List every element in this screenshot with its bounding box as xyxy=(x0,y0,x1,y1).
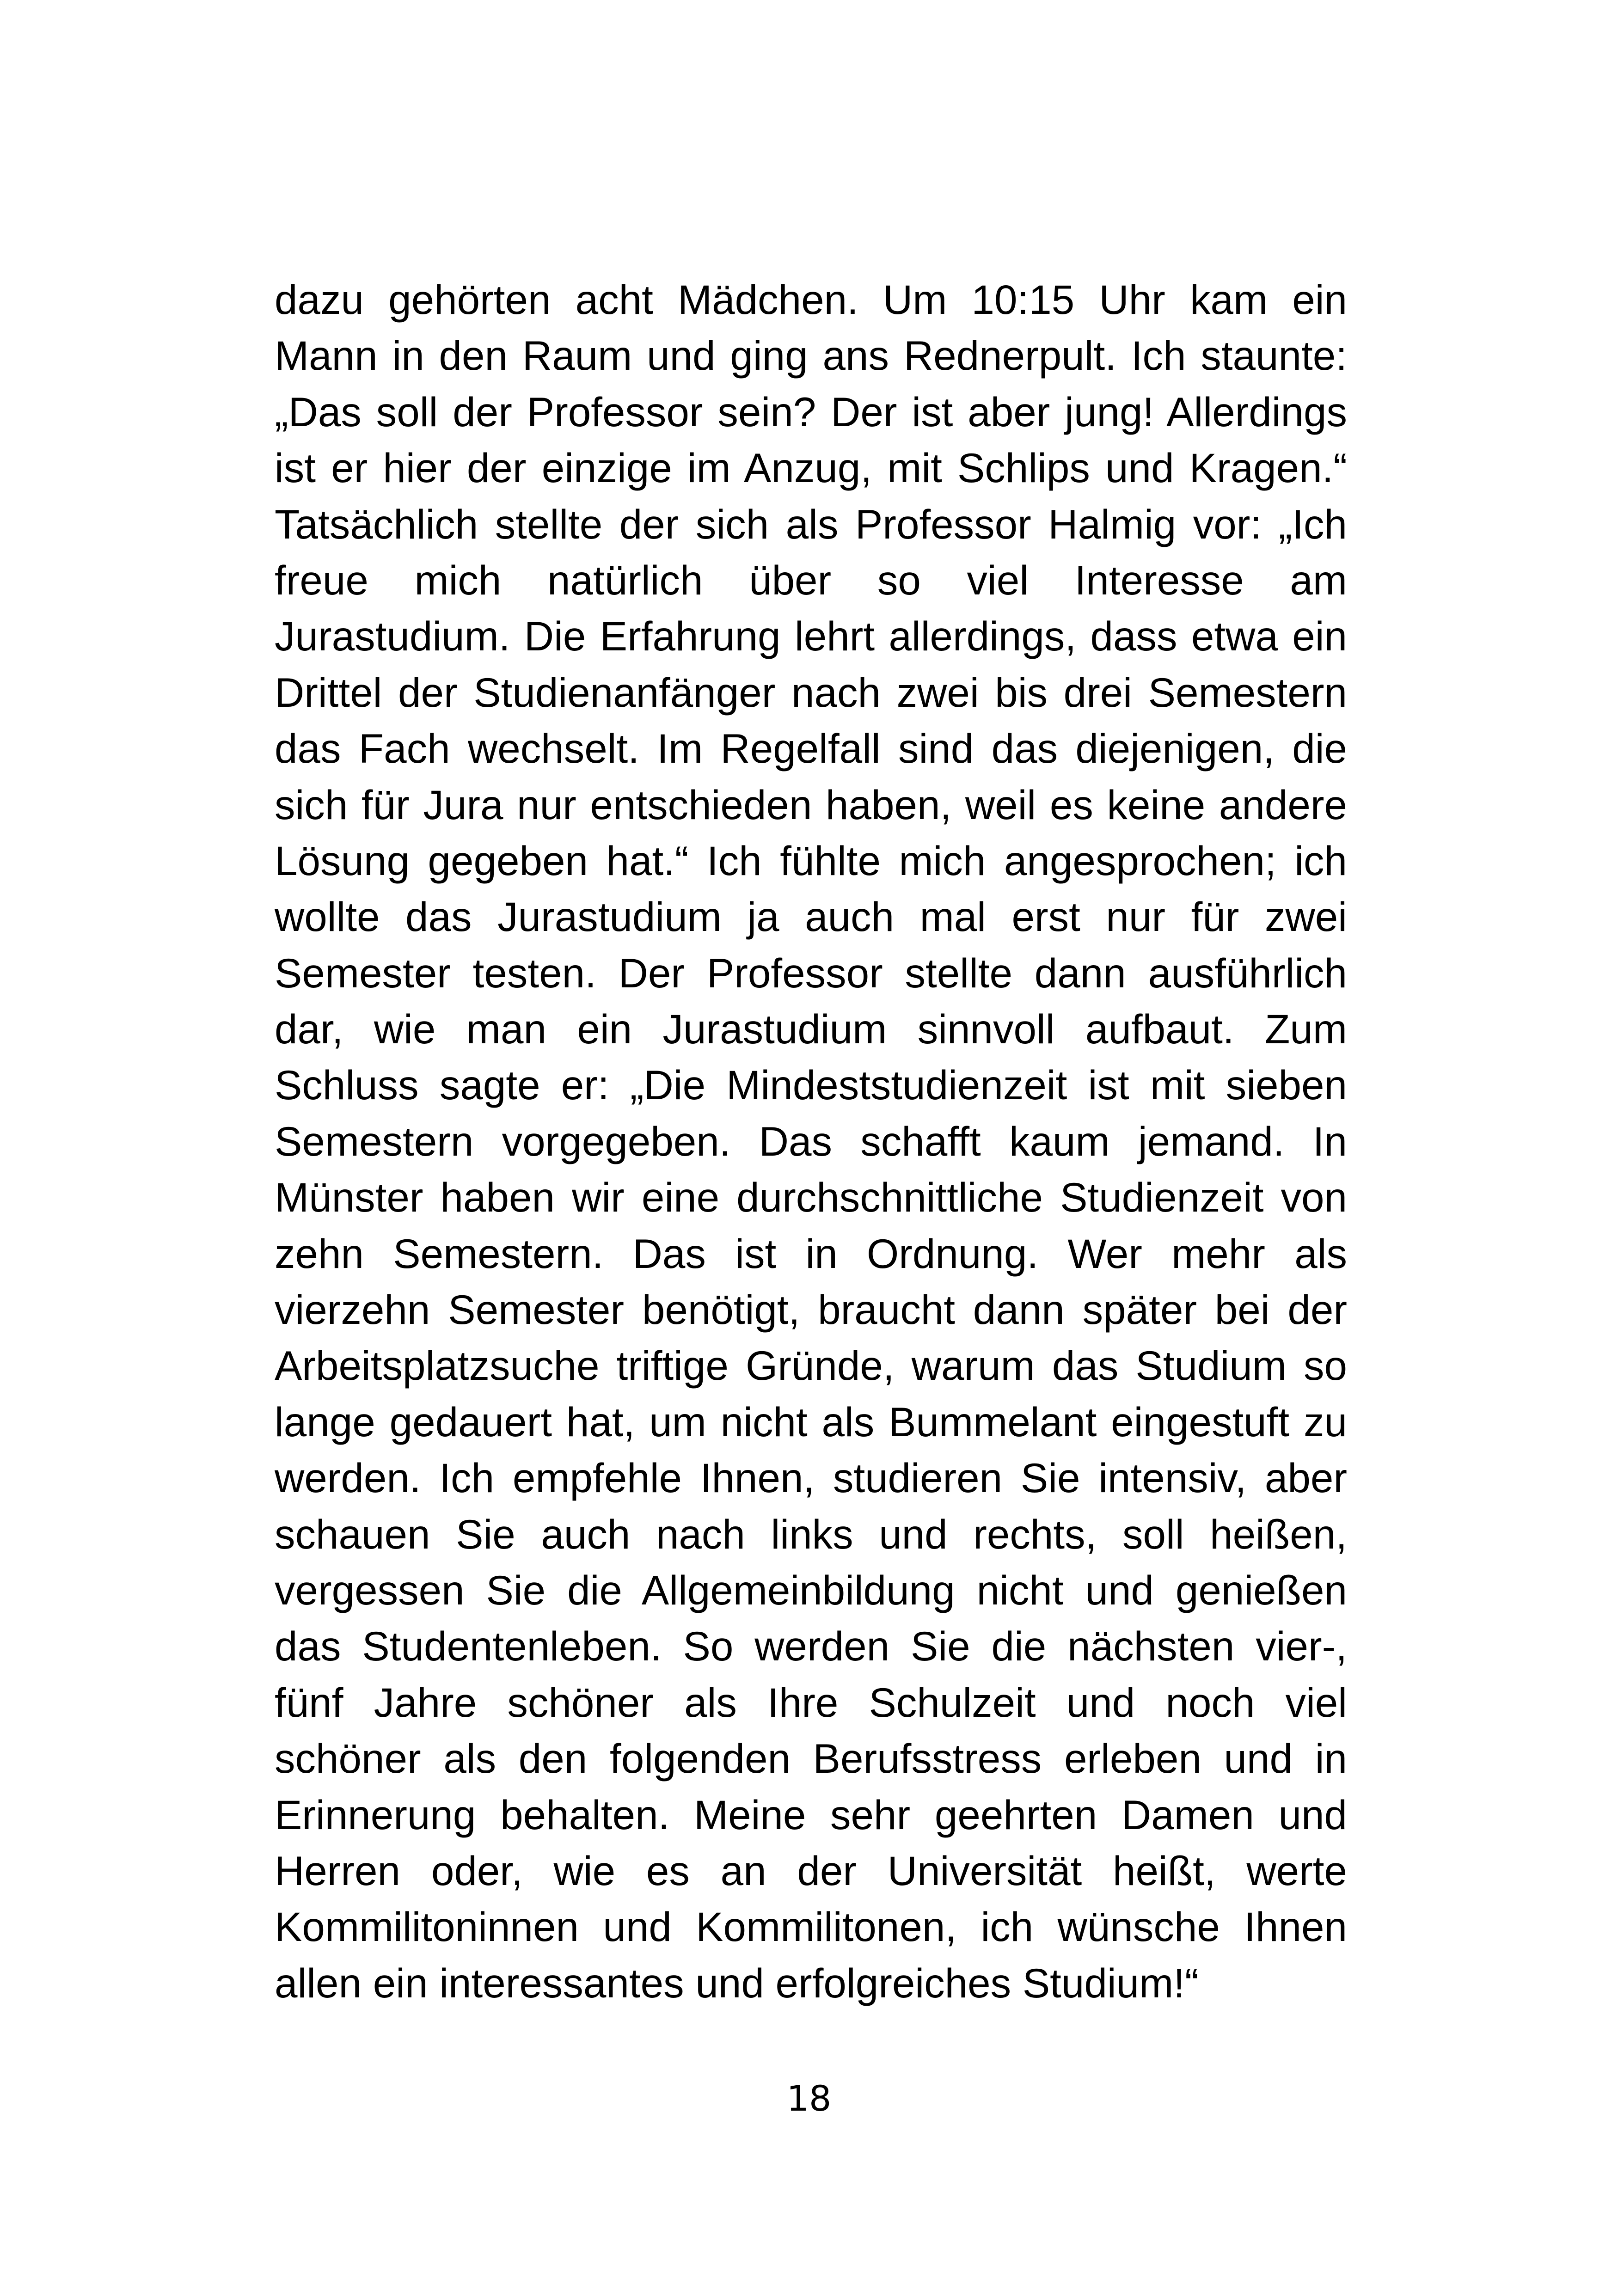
text-line: Erinnerung behalten. Meine sehr geehrten Damen und xyxy=(275,1791,1347,1838)
text-line: das Studentenleben. So werden Sie die nächsten vier-, xyxy=(275,1623,1347,1670)
text-line: das Fach wechselt. Im Regelfall sind das diejenigen, die xyxy=(275,725,1347,772)
text-line: Lösung gegeben hat.“ Ich fühlte mich angesprochen; ich xyxy=(275,837,1347,884)
text-line: werden. Ich empfehle Ihnen, studieren Sie intensiv, aber xyxy=(275,1455,1347,1501)
text-line: zehn Semestern. Das ist in Ordnung. Wer mehr als xyxy=(275,1230,1347,1277)
text-line: schauen Sie auch nach links und rechts, soll heißen, xyxy=(275,1511,1347,1557)
text-line: Schluss sagte er: „Die Mindeststudienzeit ist mit sieben xyxy=(275,1062,1347,1108)
text-line: fünf Jahre schöner als Ihre Schulzeit und noch viel xyxy=(275,1679,1347,1726)
text-line: Herren oder, wie es an der Universität heißt, werte xyxy=(275,1847,1347,1894)
text-line: wollte das Jurastudium ja auch mal erst nur für zwei xyxy=(275,894,1347,940)
text-line: dazu gehörten acht Mädchen. Um 10:15 Uhr kam ein xyxy=(275,276,1347,323)
text-line: sich für Jura nur entschieden haben, weil es keine andere xyxy=(275,781,1347,828)
text-line: ist er hier der einzige im Anzug, mit Schlips und Kragen.“ xyxy=(275,445,1347,491)
text-line: „Das soll der Professor sein? Der ist aber jung! Allerdings xyxy=(275,388,1347,435)
text-line: lange gedauert hat, um nicht als Bummelant eingestuft zu xyxy=(275,1398,1347,1445)
text-line: Arbeitsplatzsuche triftige Gründe, warum das Studium so xyxy=(275,1342,1347,1389)
text-line: freue mich natürlich über so viel Interesse am xyxy=(275,557,1347,603)
text-line: vergessen Sie die Allgemeinbildung nicht und genießen xyxy=(275,1567,1347,1613)
text-line: Jurastudium. Die Erfahrung lehrt allerdings, dass etwa ein xyxy=(275,613,1347,660)
text-line: Drittel der Studienanfänger nach zwei bis drei Semestern xyxy=(275,669,1347,716)
text-line-last: allen ein interessantes und erfolgreiches Studium!“ xyxy=(275,1959,1199,2006)
text-line: dar, wie man ein Jurastudium sinnvoll aufbaut. Zum xyxy=(275,1006,1347,1053)
text-line: Kommilitoninnen und Kommilitonen, ich wünsche Ihnen xyxy=(275,1904,1347,1950)
text-line: vierzehn Semester benötigt, braucht dann später bei der xyxy=(275,1286,1347,1333)
text-line: Tatsächlich stellte der sich als Professor Halmig vor: „Ich xyxy=(275,501,1347,547)
page-number: 18 xyxy=(786,2078,832,2119)
text-line: Münster haben wir eine durchschnittliche Studienzeit von xyxy=(275,1174,1347,1221)
text-line: schöner als den folgenden Berufsstress erleben und in xyxy=(275,1735,1347,1782)
text-line: Mann in den Raum und ging ans Rednerpult. Ich staunte: xyxy=(275,332,1347,379)
text-line: Semester testen. Der Professor stellte dann ausführlich xyxy=(275,949,1347,996)
text-line: Semestern vorgegeben. Das schafft kaum jemand. In xyxy=(275,1118,1347,1164)
body-text xyxy=(275,272,1347,2011)
